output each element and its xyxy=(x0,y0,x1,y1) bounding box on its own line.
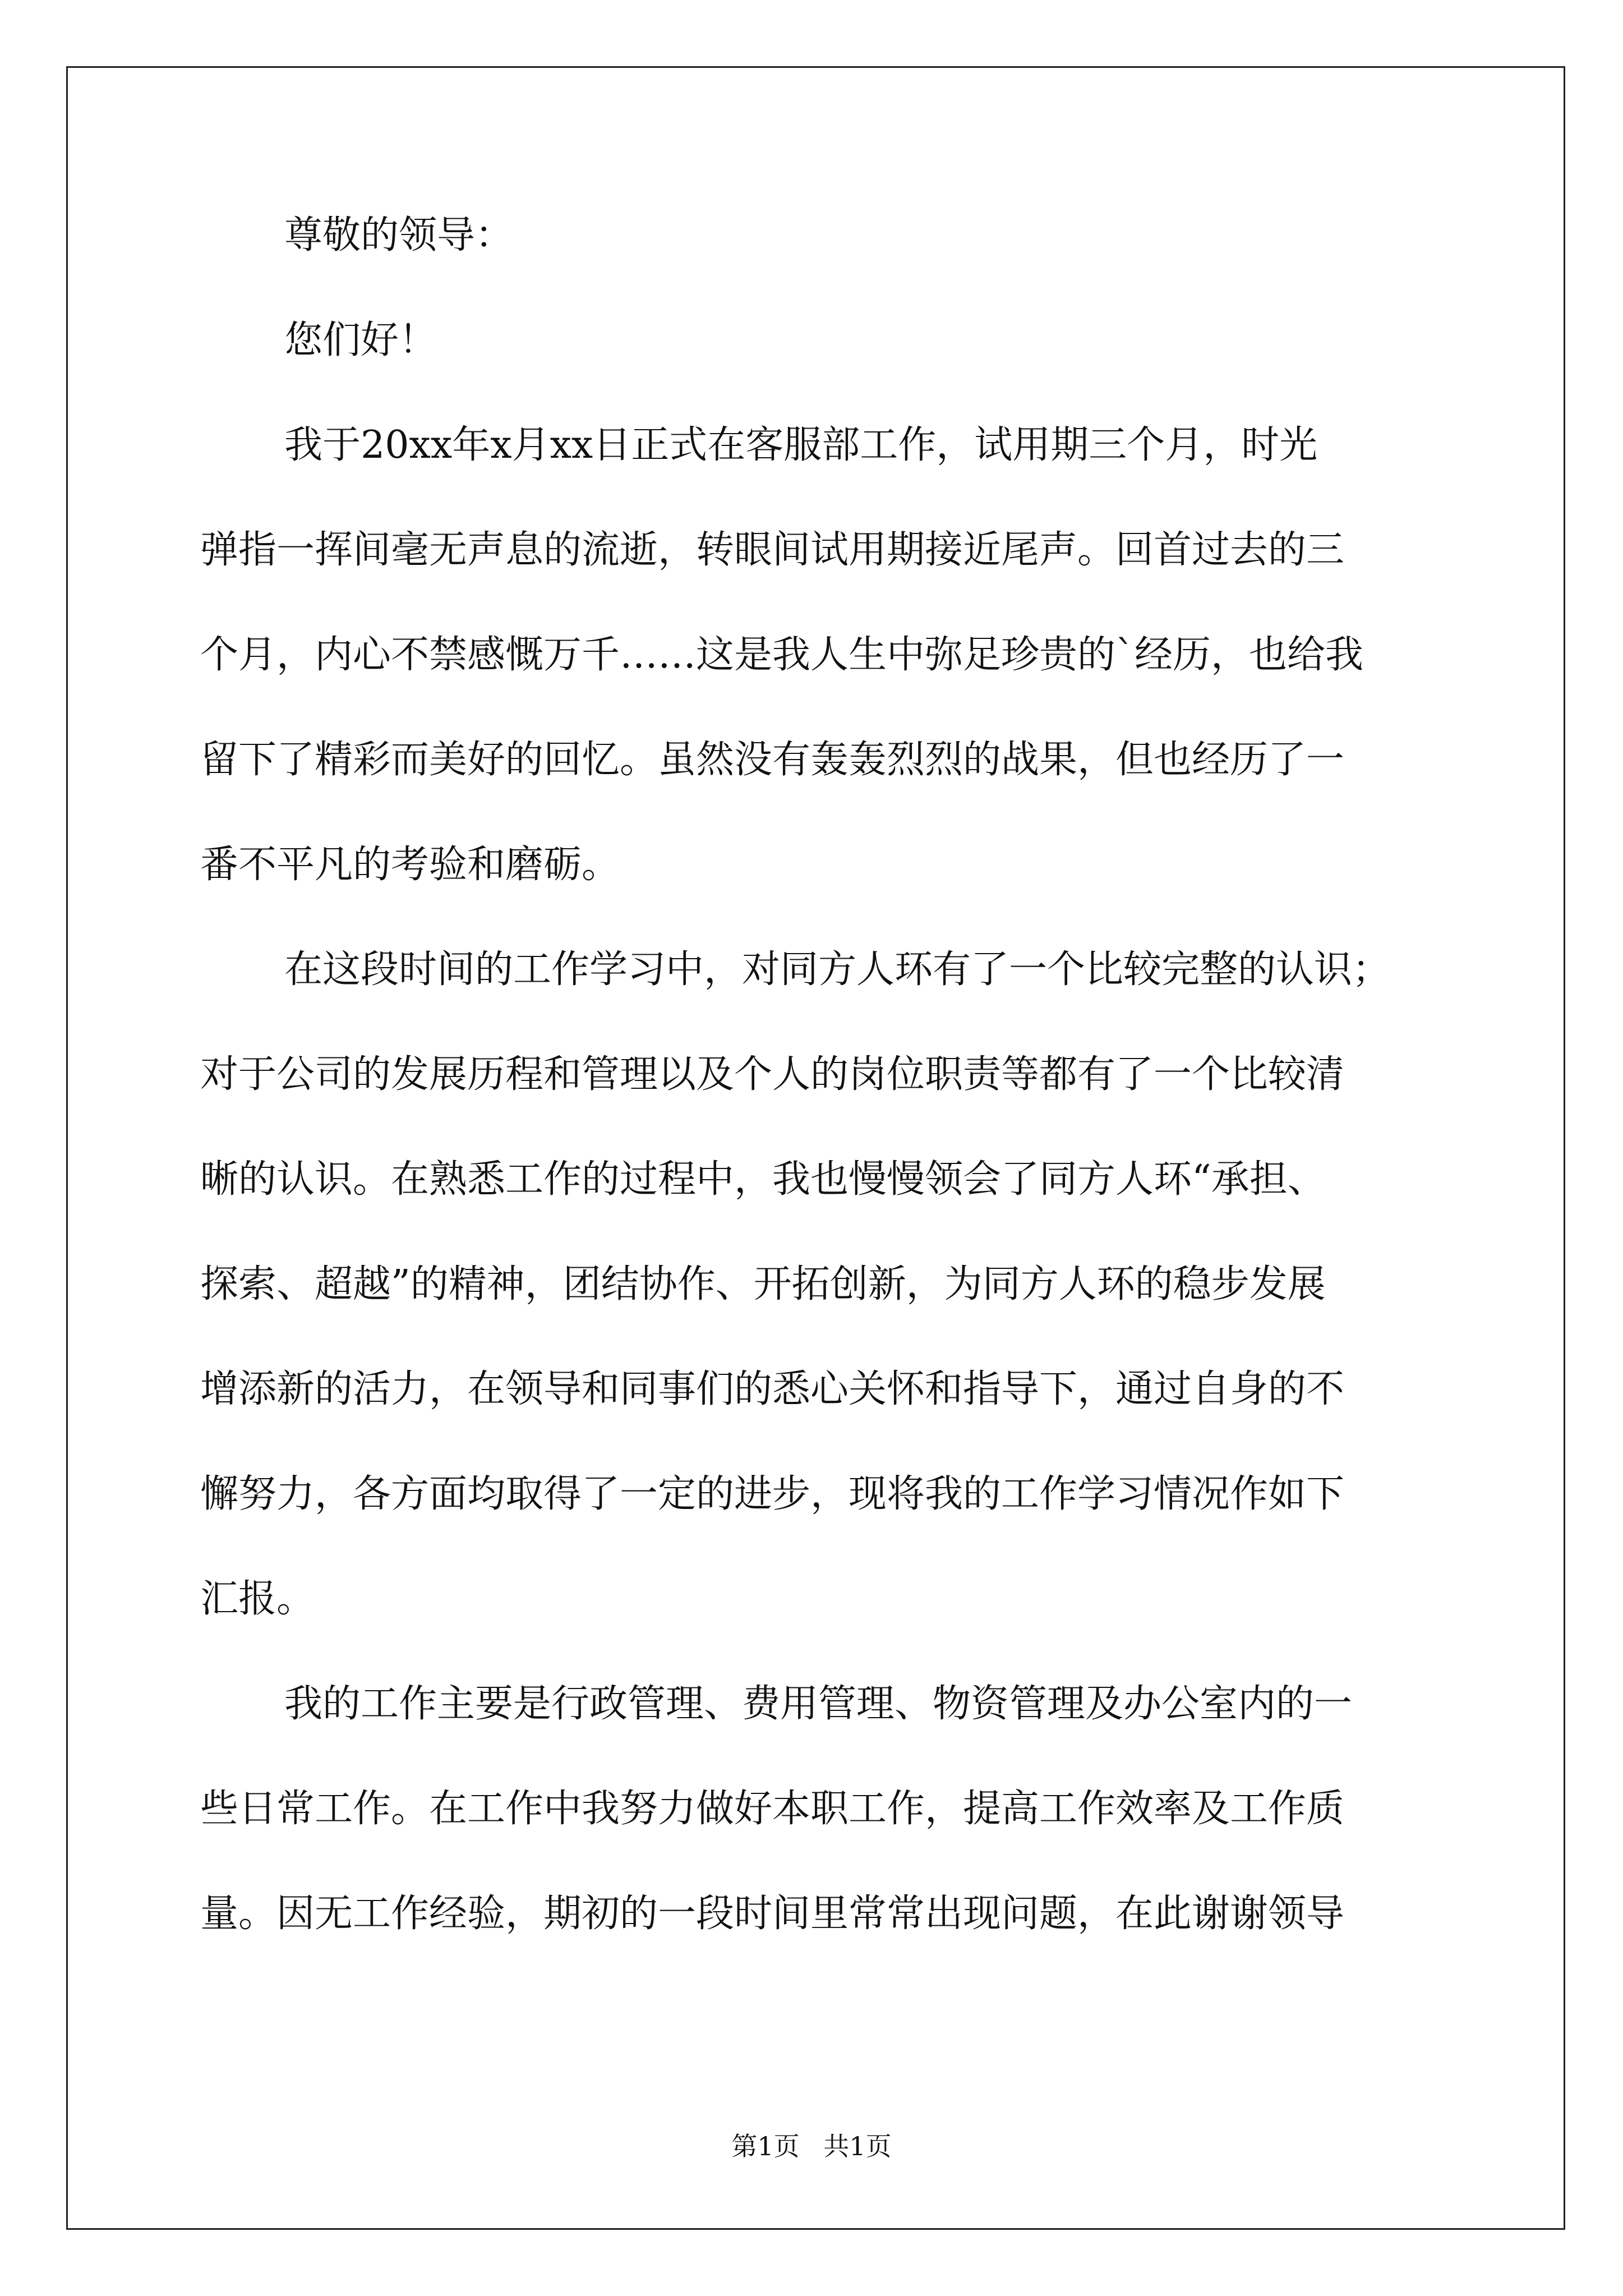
paragraph-line: 在这段时间的工作学习中，对同方人环有了一个比较完整的认识； xyxy=(284,947,1391,992)
salutation: 尊敬的领导： xyxy=(284,213,514,257)
paragraph-line: 弹指一挥间毫无声息的流逝，转眼间试用期接近尾声。回首过去的三 xyxy=(200,528,1345,572)
page-total: 共1页 xyxy=(823,2131,892,2161)
paragraph-line: 我的工作主要是行政管理、费用管理、物资管理及办公室内的一 xyxy=(284,1682,1353,1726)
paragraph-line: 懈努力，各方面均取得了一定的进步，现将我的工作学习情况作如下 xyxy=(200,1472,1345,1516)
paragraph-line: 汇报。 xyxy=(200,1577,315,1621)
greeting: 您们好！ xyxy=(284,318,437,362)
paragraph-line: 探索、超越”的精神，团结协作、开拓创新，为同方人环的稳步发展 xyxy=(200,1262,1326,1306)
paragraph-line: 增添新的活力，在领导和同事们的悉心关怀和指导下，通过自身的不 xyxy=(200,1367,1345,1411)
paragraph-line: 我于20xx年x月xx日正式在客服部工作，试用期三个月，时光 xyxy=(284,423,1318,467)
paragraph-line: 个月，内心不禁感慨万千……这是我人生中弥足珍贵的`经历，也给我 xyxy=(200,633,1364,677)
paragraph-line: 晰的认识。在熟悉工作的过程中，我也慢慢领会了同方人环“承担、 xyxy=(200,1157,1326,1202)
paragraph-line: 留下了精彩而美好的回忆。虽然没有轰轰烈烈的战果，但也经历了一 xyxy=(200,738,1345,782)
paragraph-line: 量。因无工作经验，期初的一段时间里常常出现问题，在此谢谢领导 xyxy=(200,1892,1345,1936)
page-footer xyxy=(0,2131,1623,2162)
paragraph-line: 番不平凡的考验和磨砺。 xyxy=(200,843,620,887)
page-number: 第1页 xyxy=(731,2131,800,2161)
paragraph-line: 对于公司的发展历程和管理以及个人的岗位职责等都有了一个比较清 xyxy=(200,1052,1345,1097)
paragraph-line: 些日常工作。在工作中我努力做好本职工作，提高工作效率及工作质 xyxy=(200,1787,1345,1831)
